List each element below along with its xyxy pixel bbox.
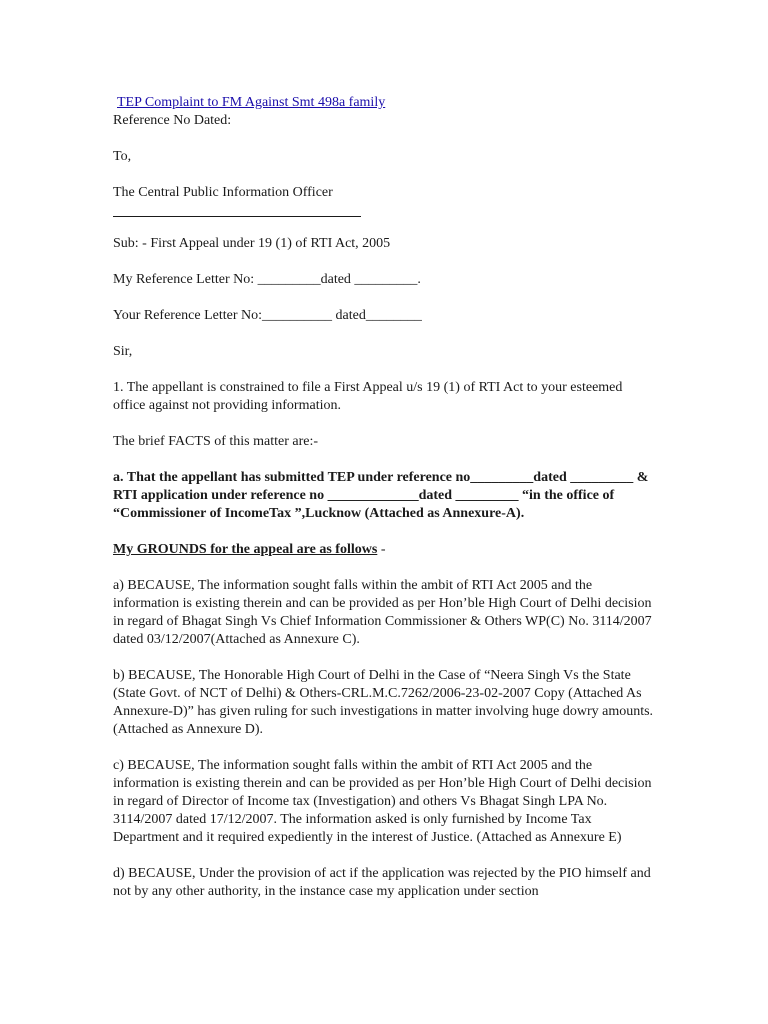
document-body <box>113 94 658 901</box>
ground-b: b) BECAUSE, The Honorable High Court of Delhi in the Case of “Neera Singh Vs the State (State Govt. of NCT of Delhi) & Others-CRL.M.C.7262/2006-23-02-2007 Copy (Attached As Annexure-D)” has given ruling for such investigations in matter involving huge dowry amounts. (Attached as Annexure D). <box>113 668 654 737</box>
my-reference-line: My Reference Letter No: _________dated _________. <box>113 272 421 287</box>
grounds-heading <box>113 541 658 559</box>
ground-c: c) BECAUSE, The information sought falls within the ambit of RTI Act 2005 and the information is existing therein and can be provided as per Hon’ble High Court of Delhi decision in regard of Director of Income tax (Investigation) and others Vs Bhagat Singh LPA No. 3114/2007 dated 17/12/2007. The information asked is only furnished by Income Tax Department and it required expediently in the interest of Justice. (Attached as Annexure E) <box>113 758 652 845</box>
address-officer: The Central Public Information Officer <box>113 185 333 200</box>
salutation: Sir, <box>113 344 133 359</box>
address-blank-line <box>113 202 361 217</box>
your-reference-line: Your Reference Letter No:__________ dated________ <box>113 308 422 323</box>
grounds-heading-text: My GROUNDS for the appeal are as follows <box>113 542 378 557</box>
fact-a: a. That the appellant has submitted TEP under reference no_________dated _________ & RTI application under reference no _____________dated _________ “in the office of “Commissioner of IncomeTax ”,Lucknow (Attached as Annexure-A). <box>113 470 649 521</box>
ground-a: a) BECAUSE, The information sought falls within the ambit of RTI Act 2005 and the information is existing therein and can be provided as per Hon’ble High Court of Delhi decision in regard of Bhagat Singh Vs Chief Information Commissioner & Others WP(C) No. 3114/2007 dated 03/12/2007(Attached as Annexure C). <box>113 578 652 647</box>
title-link[interactable]: TEP Complaint to FM Against Smt 498a family <box>117 95 386 110</box>
ground-d: d) BECAUSE, Under the provision of act if the application was rejected by the PIO himself and not by any other authority, in the instance case my application under section <box>113 866 651 899</box>
grounds-heading-suffix: - <box>377 542 386 557</box>
paragraph-1: 1. The appellant is constrained to file a First Appeal u/s 19 (1) of RTI Act to your esteemed office against not providing information. <box>113 380 623 413</box>
facts-intro: The brief FACTS of this matter are:- <box>113 434 319 449</box>
address-to: To, <box>113 149 132 164</box>
subject-line: Sub: - First Appeal under 19 (1) of RTI Act, 2005 <box>113 236 391 251</box>
reference-line: Reference No Dated: <box>113 113 232 128</box>
